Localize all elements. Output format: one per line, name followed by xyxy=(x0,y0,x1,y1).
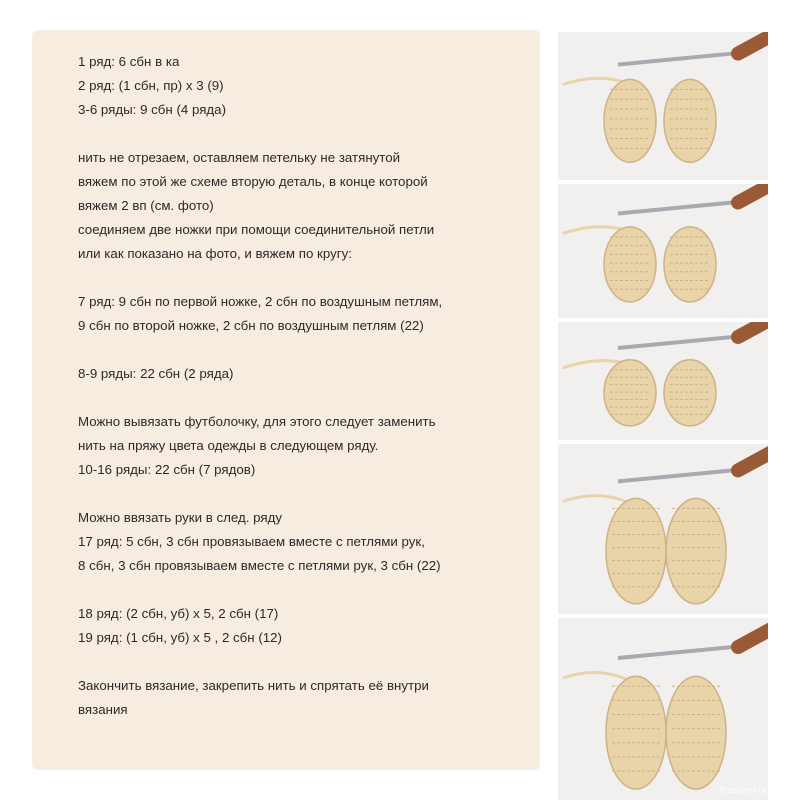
hook-shaft xyxy=(618,646,743,658)
photo-step-2-two-legs xyxy=(558,184,768,318)
pattern-line: Можно ввязать руки в след. ряду xyxy=(78,510,282,525)
line-gap xyxy=(78,266,533,290)
hook-handle xyxy=(738,35,768,54)
hook-shaft xyxy=(618,469,743,481)
knitted-leg xyxy=(606,676,666,789)
pattern-line: Можно вывязать футболочку, для этого следует заменить xyxy=(78,414,436,429)
hook-shaft xyxy=(618,201,743,213)
line-gap xyxy=(78,482,533,506)
photo-step-4-knitting-in-round xyxy=(558,444,768,614)
hook-shaft xyxy=(618,336,743,348)
pattern-line: вяжем 2 вп (см. фото) xyxy=(78,198,214,213)
knitted-leg xyxy=(604,227,656,302)
pattern-line: 17 ряд: 5 сбн, 3 сбн провязываем вместе с петлями рук, xyxy=(78,534,425,549)
knitted-leg xyxy=(664,79,716,162)
pattern-line: или как показано на фото, и вяжем по кругу: xyxy=(78,246,352,261)
knitted-leg xyxy=(606,498,666,603)
knitted-leg xyxy=(664,227,716,302)
line-gap xyxy=(78,386,533,410)
line-gap xyxy=(78,122,533,146)
pattern-line: вяжем по этой же схеме вторую деталь, в конце которой xyxy=(78,174,428,189)
pattern-line: 9 сбн по второй ножке, 2 сбн по воздушным петлям (22) xyxy=(78,318,424,333)
line-gap xyxy=(78,338,533,362)
knitted-leg xyxy=(666,498,726,603)
hook-handle xyxy=(738,451,768,470)
pattern-line: 8-9 ряды: 22 сбн (2 ряда) xyxy=(78,366,234,381)
photo-step-3-joined-legs xyxy=(558,322,768,440)
pattern-line: Закончить вязание, закрепить нить и спрятать её внутри xyxy=(78,678,429,693)
hook-handle xyxy=(738,184,768,202)
pattern-line: 7 ряд: 9 сбн по первой ножке, 2 сбн по воздушным петлям, xyxy=(78,294,443,309)
yarn-strand xyxy=(563,673,628,681)
photo-step-5-finished-legs xyxy=(558,618,768,800)
pattern-line: 8 сбн, 3 сбн провязываем вместе с петлями рук, 3 сбн (22) xyxy=(78,558,441,573)
line-gap xyxy=(78,578,533,602)
hook-handle xyxy=(738,628,768,647)
hook-handle xyxy=(738,322,768,337)
watermark: PassionForum.ru xyxy=(719,786,794,796)
line-gap xyxy=(78,650,533,674)
pattern-line: вязания xyxy=(78,702,128,717)
hook-shaft xyxy=(618,53,743,65)
pattern-text xyxy=(78,50,533,722)
photo-step-1-two-legs xyxy=(558,32,768,180)
pattern-line: 18 ряд: (2 сбн, уб) х 5, 2 сбн (17) xyxy=(78,606,279,621)
pattern-line: 10-16 ряды: 22 сбн (7 рядов) xyxy=(78,462,256,477)
knitted-leg xyxy=(666,676,726,789)
pattern-line: 3-6 ряды: 9 сбн (4 ряда) xyxy=(78,102,226,117)
knitted-leg xyxy=(604,79,656,162)
pattern-line: 19 ряд: (1 сбн, уб) х 5 , 2 сбн (12) xyxy=(78,630,282,645)
pattern-line: соединяем две ножки при помощи соединительной петли xyxy=(78,222,435,237)
yarn-strand xyxy=(563,496,628,503)
pattern-line: 1 ряд: 6 сбн в ка xyxy=(78,54,180,69)
pattern-line: нить не отрезаем, оставляем петельку не затянутой xyxy=(78,150,401,165)
pattern-line: 2 ряд: (1 сбн, пр) х 3 (9) xyxy=(78,78,224,93)
pattern-line: нить на пряжу цвета одежды в следующем ряду. xyxy=(78,438,379,453)
